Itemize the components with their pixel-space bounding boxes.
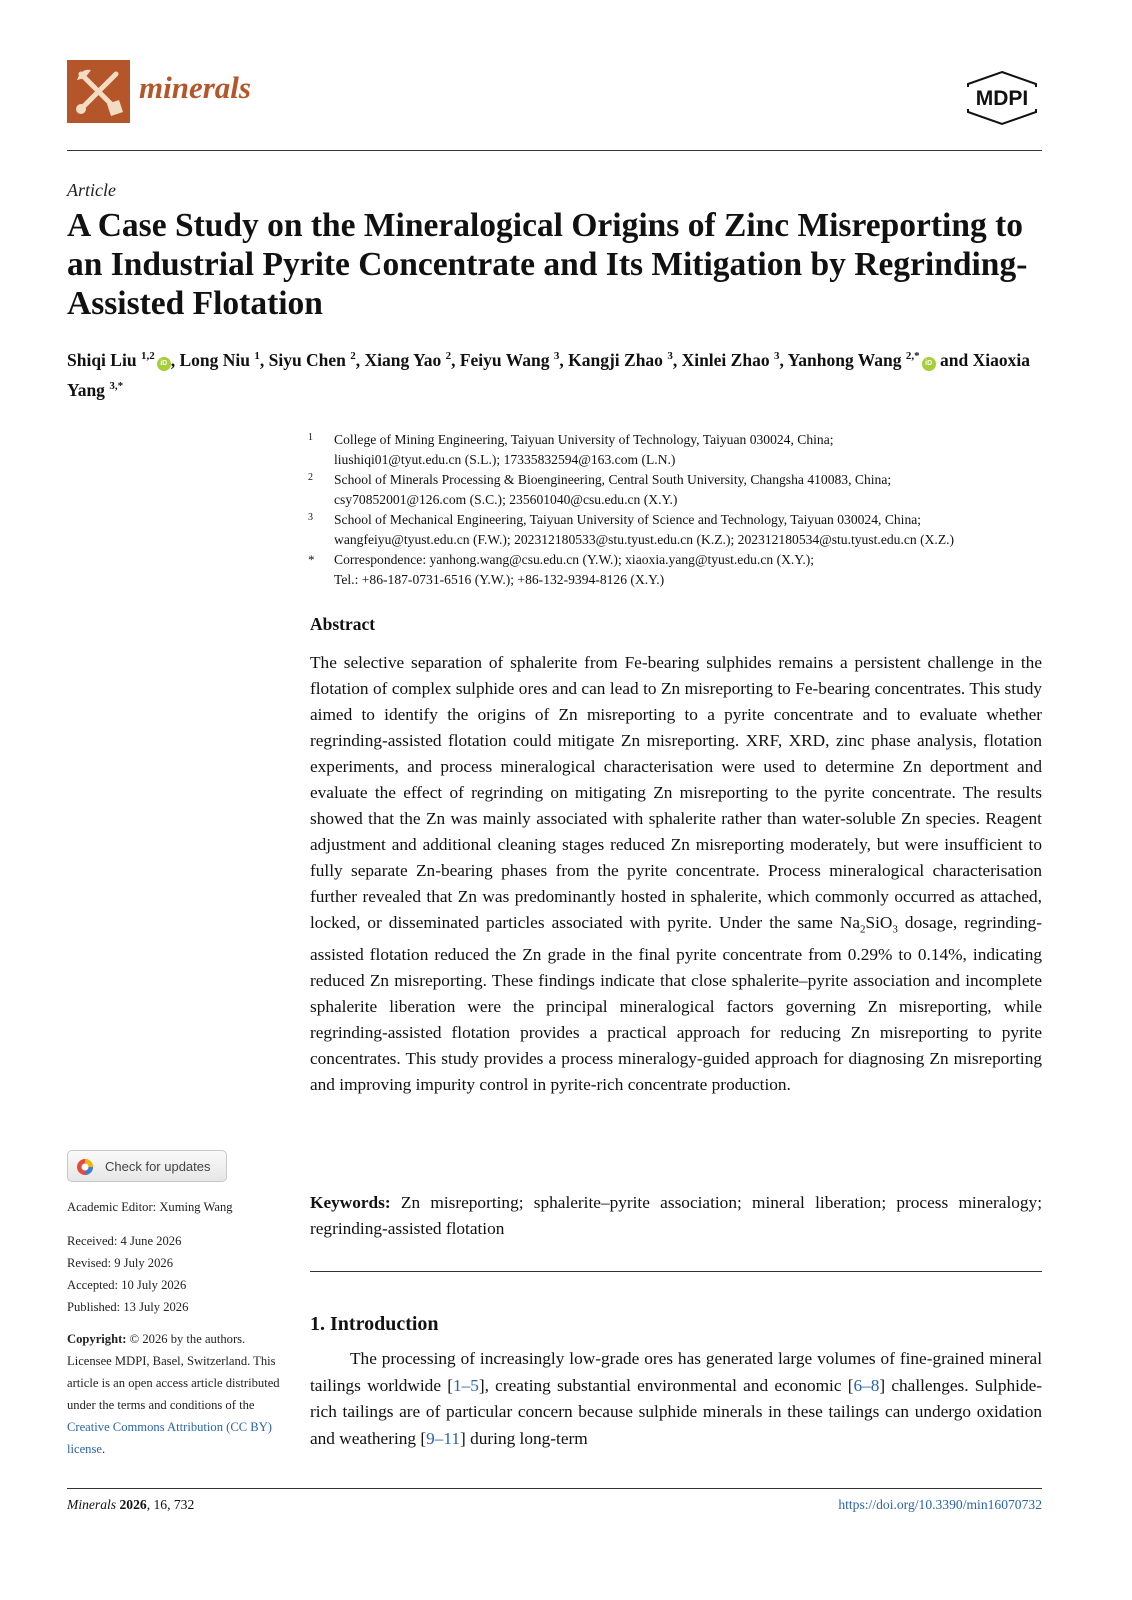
- author-affiliation-mark: 3: [553, 350, 560, 362]
- affiliation-item: [308, 510, 1048, 550]
- keywords-text: Zn misreporting; sphalerite–pyrite association; mineral liberation; process mineralogy; regrinding-assisted flotation: [310, 1193, 1042, 1238]
- affiliation-item: [308, 430, 1048, 470]
- author-affiliation-mark: 3: [773, 350, 780, 362]
- journal-name: minerals: [139, 70, 251, 105]
- author-name: Long Niu: [179, 349, 250, 370]
- affiliation-item: [308, 470, 1048, 510]
- affiliation-mark: 2: [308, 472, 313, 483]
- citation-link[interactable]: 9–11: [426, 1428, 461, 1448]
- date-accepted: Accepted: 10 July 2026: [67, 1278, 187, 1292]
- author-name: Feiyu Wang: [459, 349, 550, 370]
- author-affiliation-mark: 2: [445, 350, 452, 362]
- date-received: Received: 4 June 2026: [67, 1234, 182, 1248]
- abstract-part2: dosage, regrinding-assisted flotation reduced the Zn grade in the final pyrite concentrate from 0.29% to 0.14%, indicating reduced Zn misreporting. These findings indicate that close sphalerite–pyrite association and incomplete sphalerite liberation were the principal mineralogical factors governing Zn misreporting, while regrinding-assisted flotation provides a practical approach for reducing Zn misreporting to pyrite concentrates. This study provides a process mineralogy-guided approach for diagnosing Zn misreporting and improving impurity control in pyrite-rich concentrate production.: [310, 913, 1042, 1095]
- affiliation-line: Correspondence: yanhong.wang@csu.edu.cn (Y.W.); xiaoxia.yang@tyust.edu.cn (X.Y.);: [334, 552, 815, 567]
- copyright-label: Copyright:: [67, 1332, 127, 1346]
- author-affiliation-mark: 1,2: [140, 350, 155, 362]
- chemical-formula: $Na_2SiO_3$: [839, 913, 898, 936]
- affiliation-line: csy70852001@126.com (S.C.); 235601040@csu.edu.cn (X.Y.): [334, 492, 678, 507]
- orcid-icon[interactable]: iD: [157, 357, 171, 371]
- author-name: Shiqi Liu: [67, 349, 137, 370]
- citation-link[interactable]: 6–8: [853, 1375, 880, 1395]
- orcid-icon[interactable]: iD: [922, 357, 936, 371]
- date-published: Published: 13 July 2026: [67, 1300, 189, 1314]
- abstract-part1: The selective separation of sphalerite from Fe-bearing sulphides remains a persistent challenge in the flotation of complex sulphide ores and can lead to Zn misreporting to Fe-bearing concentrates. This study aimed to identify the origins of Zn misreporting to a pyrite concentrate and to evaluate whether regrinding-assisted flotation could mitigate Zn misreporting. XRF, XRD, zinc phase analysis, flotation experiments, and process mineralogical characterisation were used to determine Zn deportment and evaluate the effect of regrinding on mitigating Zn misreporting to the pyrite concentrate. The results showed that the Zn was mainly associated with sphalerite rather than water-soluble Zn species. Reagent adjustment and additional cleaning stages reduced Zn misreporting moderately, but were insufficient to fully separate Zn-bearing phases from the pyrite concentrate. Process mineralogical characterisation further revealed that Zn was predominantly hosted in sphalerite, which commonly occurred as attached, locked, or disseminated particles associated with pyrite. Under the same: [310, 653, 1042, 932]
- author-affiliation-mark: 1: [254, 350, 260, 362]
- license-link[interactable]: Creative Commons Attribution (CC BY) license: [67, 1420, 272, 1456]
- copyright-end: .: [101, 1442, 106, 1456]
- author-list: Shiqi Liu $^{1,2}$iD , Long Niu $^1$, Siyu Chen $^2$, Xiang Yao $^2$, Feiyu Wang $^3$, Kangji Zhao $^3$, Xinlei Zhao $^3$, Yanhong Wang $^{2,*}$iD and Xiaoxia Yang $^{3,*}$: [67, 349, 1031, 400]
- journal-header: [67, 60, 1042, 126]
- footer-volume: , 16, 732: [146, 1497, 195, 1512]
- date-revised: Revised: 9 July 2026: [67, 1256, 173, 1270]
- footer-journal: Minerals: [67, 1497, 117, 1512]
- academic-editor: Academic Editor: Xuming Wang: [67, 1200, 233, 1214]
- affiliation-line: School of Minerals Processing & Bioengineering, Central South University, Changsha 410083, China;: [334, 472, 892, 487]
- copyright-notice: [67, 1328, 292, 1460]
- affiliation-line: Tel.: +86-187-0731-6516 (Y.W.); +86-132-9394-8126 (X.Y.): [334, 572, 665, 587]
- check-for-updates-button[interactable]: [67, 1150, 227, 1182]
- article-sidebar: [67, 1150, 292, 1473]
- mdpi-logo-text: MDPI: [975, 87, 1029, 110]
- introduction-paragraph: The processing of increasingly low-grade ores has generated large volumes of fine-grained mineral tailings worldwide [1–5], creating substantial environmental and economic [6–8] challenges. Sulphide-rich tailings are of particular concern because sulphide minerals in these tailings can undergo oxidation and weathering [9–11] during long-term: [310, 1349, 1043, 1448]
- author-name: Xinlei Zhao: [681, 349, 770, 370]
- journal-citation: [67, 1497, 194, 1513]
- copyright-text: © 2026 by the authors. Licensee MDPI, Basel, Switzerland. This article is an open access article distributed under the terms and conditions of the: [67, 1332, 280, 1412]
- citation-link[interactable]: 1–5: [452, 1375, 479, 1395]
- affiliation-line: College of Mining Engineering, Taiyuan University of Technology, Taiyuan 030024, China;: [334, 432, 834, 447]
- affiliation-list: [308, 430, 1048, 590]
- author-affiliation-mark: 2,*: [905, 350, 920, 362]
- affiliation-item: [308, 550, 1048, 590]
- affiliation-mark: 3: [308, 512, 313, 523]
- affiliation-line: wangfeiyu@tyust.edu.cn (F.W.); 202312180533@stu.tyust.edu.cn (K.Z.); 202312180534@stu.tyust.edu.cn (X.Z.): [334, 532, 955, 547]
- author-name: Yanhong Wang: [787, 349, 902, 370]
- article-title: A Case Study on the Mineralogical Origins of Zinc Misreporting to an Industrial Pyrite Concentrate and Its Mitigation by Regrinding-Assisted Flotation: [67, 207, 1028, 322]
- minerals-logo-icon: [67, 60, 130, 123]
- author-affiliation-mark: 2: [350, 350, 356, 362]
- affiliation-mark: *: [308, 552, 315, 567]
- affiliation-line: School of Mechanical Engineering, Taiyuan University of Science and Technology, Taiyuan 030024, China;: [334, 512, 922, 527]
- abstract-heading: Abstract: [310, 614, 376, 634]
- section-divider: [310, 1271, 1042, 1272]
- footer-year: 2026: [119, 1497, 147, 1512]
- header-divider: [67, 150, 1042, 151]
- mdpi-logo-icon: [962, 70, 1042, 126]
- affiliation-mark: 1: [308, 432, 313, 443]
- check-updates-icon: [76, 1158, 94, 1176]
- abstract-text: [310, 650, 1042, 1098]
- author-conjunction: and: [940, 349, 969, 370]
- author-name: Xiaoxia Yang: [67, 349, 1031, 400]
- check-updates-label: Check for updates: [105, 1159, 211, 1174]
- doi-link[interactable]: https://doi.org/10.3390/min16070732: [838, 1497, 1042, 1512]
- author-affiliation-mark: 3,*: [109, 379, 124, 392]
- keywords-label: Keywords:: [310, 1193, 391, 1212]
- introduction-heading: 1. Introduction: [310, 1313, 439, 1335]
- affiliation-line: liushiqi01@tyut.edu.cn (S.L.); 17335832594@163.com (L.N.): [334, 452, 676, 467]
- author-name: Xiang Yao: [364, 349, 442, 370]
- keywords: [310, 1190, 1042, 1242]
- footer-divider: [67, 1488, 1042, 1489]
- article-type: Article: [67, 180, 116, 200]
- publication-dates: [67, 1230, 292, 1318]
- author-name: Kangji Zhao: [568, 349, 663, 370]
- author-affiliation-mark: 3: [667, 350, 673, 362]
- author-name: Siyu Chen: [268, 349, 346, 370]
